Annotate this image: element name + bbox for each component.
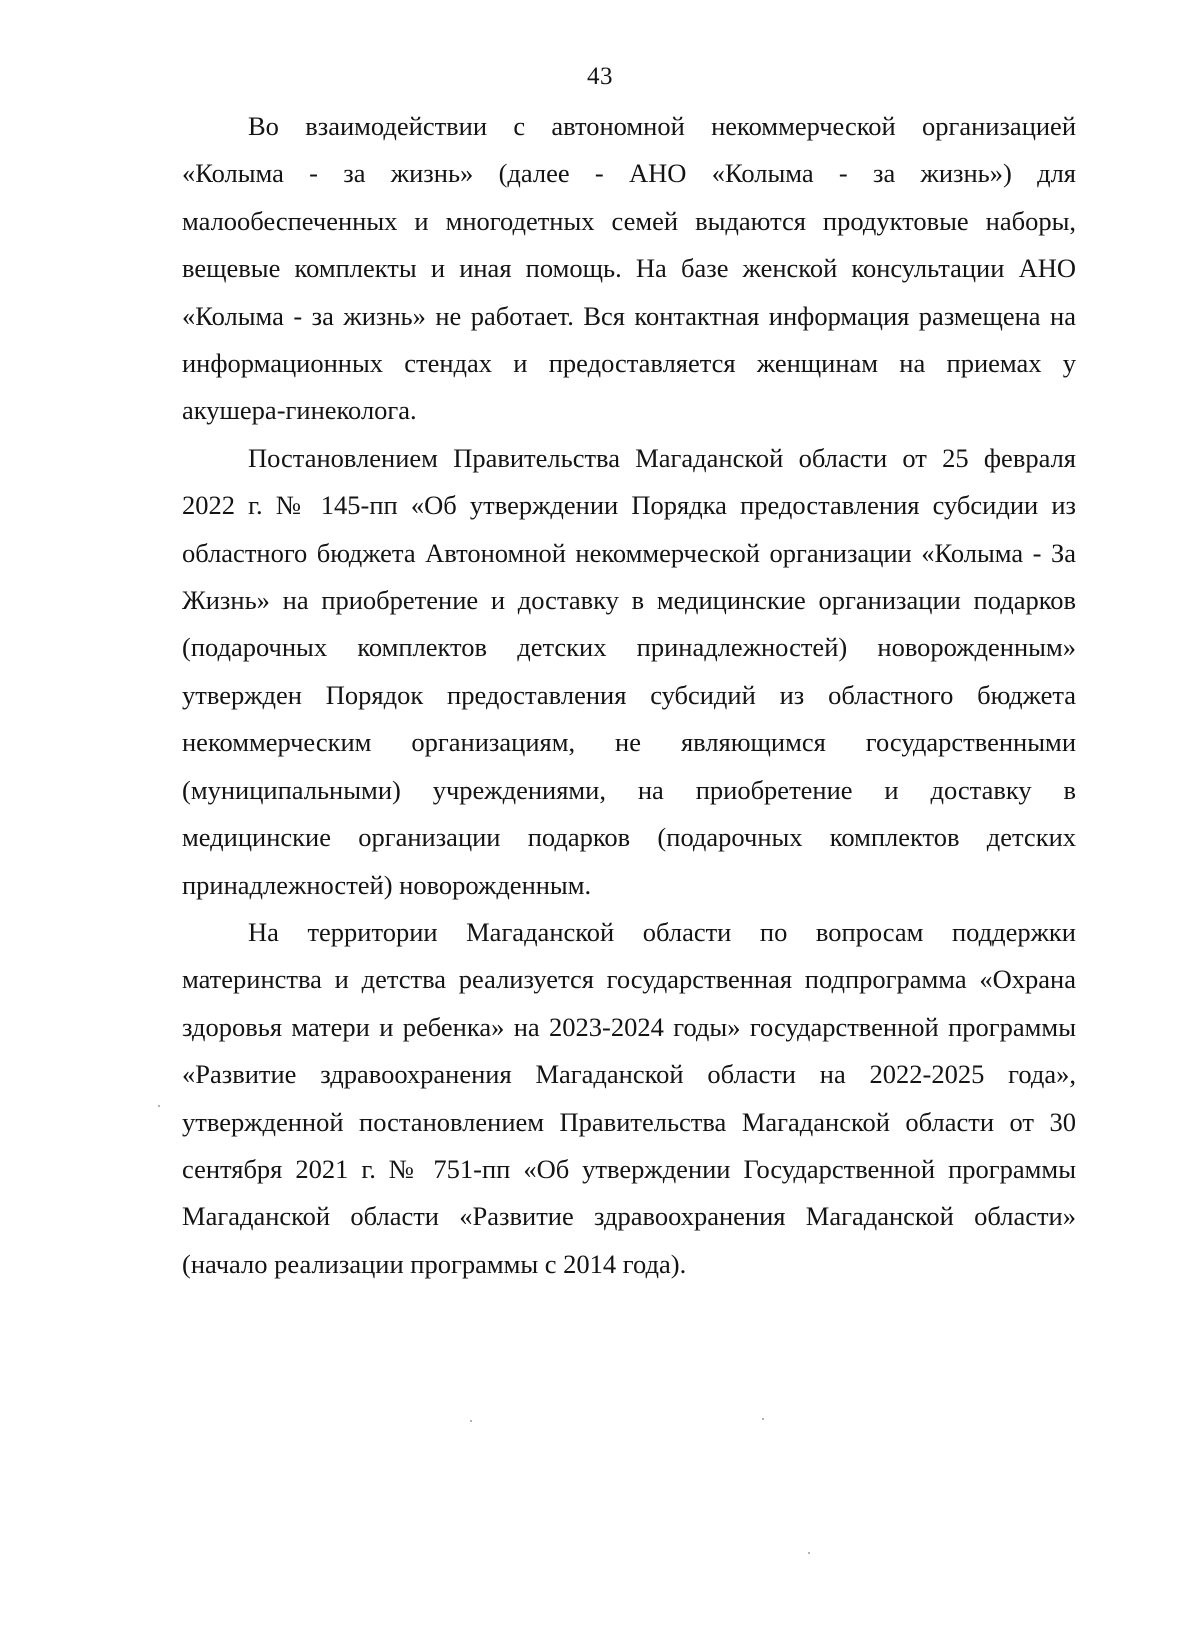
scan-speck	[808, 1552, 810, 1554]
paragraph-subsidy-resolution: Постановлением Правительства Магаданской области от 25 февраля 2022 г. № 145-пп «Об утверждении Порядка предоставления субсидии из областного бюджета Автономной некоммерческой организации «Колыма - За Жизнь» на приобретение и доставку в медицинские организации подарков (подарочных комплектов детских принадлежностей) новорожденным» утвержден Порядок предоставления субсидий из областного бюджета некоммерческим организациям, не являющимся государственными (муниципальными) учреждениями, на приобретение и доставку в медицинские организации подарков (подарочных комплектов детских принадлежностей) новорожденным.	[182, 442, 1076, 900]
scan-speck	[158, 1105, 160, 1107]
document-body	[182, 103, 1076, 1288]
paragraph-ano-kolyma: Во взаимодействии с автономной некоммерческой организацией «Колыма - за жизнь» (далее - АНО «Колыма - за жизнь») для малообеспеченных и многодетных семей выдаются продуктовые наборы, вещевые комплекты и иная помощь. На базе женской консультации АНО «Колыма - за жизнь» не работает. Вся контактная информация размещена на информационных стендах и предоставляется женщинам на приемах у акушера-гинеколога.	[182, 111, 1076, 426]
scan-speck	[762, 1418, 764, 1420]
paragraph-maternity-program: На территории Магаданской области по вопросам поддержки материнства и детства реализуется государственная подпрограмма «Охрана здоровья матери и ребенка» на 2023-2024 годы» государственной программы «Развитие здравоохранения Магаданской области на 2022-2025 года», утвержденной постановлением Правительства Магаданской области от 30 сентября 2021 г. № 751-пп «Об утверждении Государственной программы Магаданской области «Развитие здравоохранения Магаданской области» (начало реализации программы с 2014 года).	[182, 916, 1076, 1279]
scan-speck	[470, 1420, 472, 1422]
page-number: 43	[587, 63, 613, 90]
